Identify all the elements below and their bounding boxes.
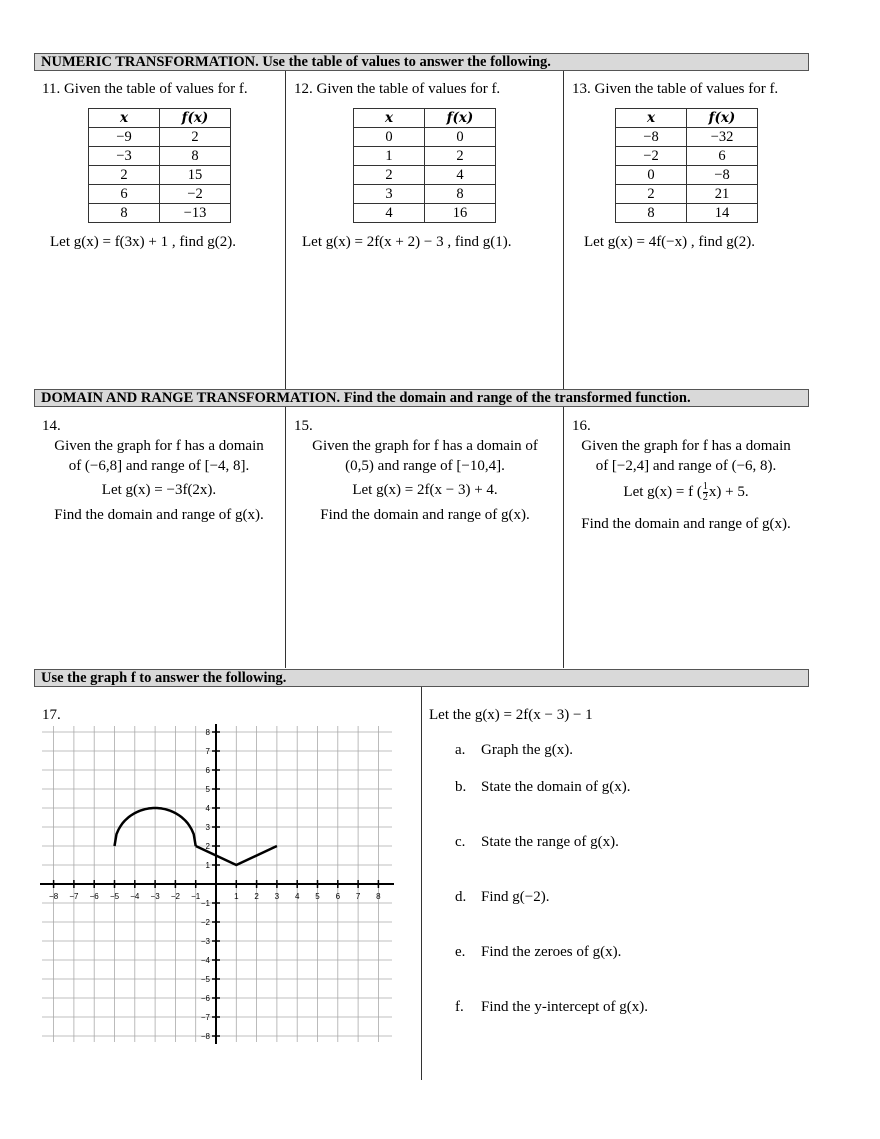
item-letter: b. bbox=[455, 779, 467, 795]
table-row: 0 0 bbox=[354, 128, 496, 147]
table-row: 4 16 bbox=[354, 204, 496, 223]
y-tick-label: −4 bbox=[200, 956, 210, 965]
problem-16-text-4: Find the domain and range of g(x). bbox=[581, 516, 791, 532]
item-letter: e. bbox=[455, 944, 466, 960]
item-text: Find g(−2). bbox=[481, 889, 550, 905]
x-tick-label: −6 bbox=[89, 892, 99, 901]
table-row: −3 8 bbox=[89, 147, 231, 166]
table-row: −9 2 bbox=[89, 128, 231, 147]
problem-16-number: 16. bbox=[572, 418, 591, 434]
problem-15-text-1: Given the graph for f has a domain of bbox=[312, 438, 538, 454]
y-tick-label: −2 bbox=[200, 918, 210, 927]
x-tick-label: −2 bbox=[170, 892, 180, 901]
problem-14-text-1: Given the graph for f has a domain bbox=[54, 438, 264, 454]
table-row: 8 −13 bbox=[89, 204, 231, 223]
problem-15-text-4: Find the domain and range of g(x). bbox=[320, 507, 530, 523]
section-header-numeric: NUMERIC TRANSFORMATION. Use the table of values to answer the following. bbox=[34, 53, 809, 71]
problem-12-table bbox=[353, 108, 496, 223]
x-tick-label: 6 bbox=[335, 892, 341, 901]
column-divider bbox=[563, 71, 564, 389]
problem-11-question: Let g(x) = f(3x) + 1 , find g(2). bbox=[50, 234, 237, 250]
table-header: x bbox=[89, 109, 160, 128]
y-tick-label: 7 bbox=[205, 747, 210, 756]
item-letter: a. bbox=[455, 742, 466, 758]
table-row: 0 −8 bbox=[616, 166, 758, 185]
item-text: State the domain of g(x). bbox=[481, 779, 631, 795]
problem-13-question: Let g(x) = 4f(−x) , find g(2). bbox=[584, 234, 756, 250]
problem-15-text-2: (0,5) and range of [−10,4]. bbox=[345, 458, 505, 474]
x-tick-label: 5 bbox=[315, 892, 320, 901]
y-tick-label: −5 bbox=[200, 975, 210, 984]
problem-17-intro: Let the g(x) = 2f(x − 3) − 1 bbox=[429, 707, 593, 723]
section-header-graph: Use the graph f to answer the following. bbox=[34, 669, 809, 687]
problem-16-text-3: Let g(x) = f ( $\frac{1}{2}$ x) + 5. bbox=[623, 481, 749, 503]
problem-13-label: 13. Given the table of values for f. bbox=[572, 81, 779, 97]
list-item bbox=[455, 999, 648, 1016]
list-item bbox=[455, 944, 621, 961]
table-header: f(x) bbox=[425, 109, 496, 128]
y-tick-label: 4 bbox=[205, 804, 210, 813]
y-tick-label: 1 bbox=[205, 861, 210, 870]
problem-11-label: 11. Given the table of values for f. bbox=[42, 81, 248, 97]
x-tick-label: 1 bbox=[234, 892, 239, 901]
y-tick-label: −7 bbox=[200, 1013, 210, 1022]
item-text: State the range of g(x). bbox=[481, 834, 619, 850]
section-header-domain-range: DOMAIN AND RANGE TRANSFORMATION. Find the domain and range of the transformed function. bbox=[34, 389, 809, 407]
item-text: Graph the g(x). bbox=[481, 742, 574, 758]
y-tick-label: 8 bbox=[205, 728, 210, 737]
column-divider bbox=[563, 407, 564, 668]
item-letter: f. bbox=[455, 999, 464, 1015]
x-tick-label: 2 bbox=[254, 892, 259, 901]
problem-17-number: 17. bbox=[42, 707, 61, 723]
x-tick-label: 4 bbox=[294, 892, 300, 901]
y-tick-label: −1 bbox=[200, 899, 210, 908]
problem-16-text-1: Given the graph for f has a domain bbox=[581, 438, 791, 454]
table-row: 3 8 bbox=[354, 185, 496, 204]
table-row: 1 2 bbox=[354, 147, 496, 166]
column-divider bbox=[421, 687, 422, 1080]
x-tick-label: 7 bbox=[355, 892, 361, 901]
graph-of-f bbox=[40, 724, 394, 1044]
column-divider bbox=[285, 407, 286, 668]
table-header: f(x) bbox=[687, 109, 758, 128]
problem-11-table bbox=[88, 108, 231, 223]
list-item bbox=[455, 834, 619, 851]
list-item bbox=[455, 889, 549, 906]
y-tick-label: 2 bbox=[205, 842, 210, 851]
table-row: −8 −32 bbox=[616, 128, 758, 147]
table-row: 2 4 bbox=[354, 166, 496, 185]
fraction-one-half: $\frac{1}{2}$ bbox=[702, 481, 708, 503]
table-header: x bbox=[616, 109, 687, 128]
x-tick-label: −7 bbox=[69, 892, 79, 901]
x-tick-label: 8 bbox=[376, 892, 381, 901]
table-row: 8 14 bbox=[616, 204, 758, 223]
list-item bbox=[455, 779, 631, 796]
y-tick-label: 6 bbox=[205, 766, 210, 775]
item-text: Find the zeroes of g(x). bbox=[481, 944, 622, 960]
x-tick-label: −5 bbox=[109, 892, 120, 901]
table-row: −2 6 bbox=[616, 147, 758, 166]
problem-15-text-3: Let g(x) = 2f(x − 3) + 4. bbox=[352, 482, 498, 498]
problem-14-text-4: Find the domain and range of g(x). bbox=[54, 507, 264, 523]
x-tick-label: −8 bbox=[49, 892, 59, 901]
problem-14-text-2: of (−6,8] and range of [−4, 8]. bbox=[68, 458, 250, 474]
table-header: x bbox=[354, 109, 425, 128]
problem-15-number: 15. bbox=[294, 418, 313, 434]
item-letter: c. bbox=[455, 834, 466, 850]
y-tick-label: −6 bbox=[200, 994, 210, 1003]
list-item bbox=[455, 742, 573, 759]
x-tick-label: −1 bbox=[191, 892, 201, 901]
y-tick-label: −8 bbox=[200, 1032, 210, 1041]
problem-14-text-3: Let g(x) = −3f(2x). bbox=[101, 482, 217, 498]
x-tick-label: −3 bbox=[150, 892, 160, 901]
table-row: 2 21 bbox=[616, 185, 758, 204]
item-letter: d. bbox=[455, 889, 467, 905]
y-tick-label: 5 bbox=[205, 785, 210, 794]
item-text: Find the y-intercept of g(x). bbox=[481, 999, 649, 1015]
problem-14-number: 14. bbox=[42, 418, 61, 434]
y-tick-label: 3 bbox=[205, 823, 210, 832]
problem-13-table bbox=[615, 108, 758, 223]
table-row: 6 −2 bbox=[89, 185, 231, 204]
problem-16-text-2: of [−2,4] and range of (−6, 8). bbox=[595, 458, 777, 474]
problem-12-question: Let g(x) = 2f(x + 2) − 3 , find g(1). bbox=[302, 234, 512, 250]
column-divider bbox=[285, 71, 286, 389]
table-header: f(x) bbox=[160, 109, 231, 128]
table-row: 2 15 bbox=[89, 166, 231, 185]
problem-12-label: 12. Given the table of values for f. bbox=[294, 81, 501, 97]
x-tick-label: 3 bbox=[274, 892, 280, 901]
y-tick-label: −3 bbox=[200, 937, 210, 946]
x-tick-label: −4 bbox=[130, 892, 140, 901]
